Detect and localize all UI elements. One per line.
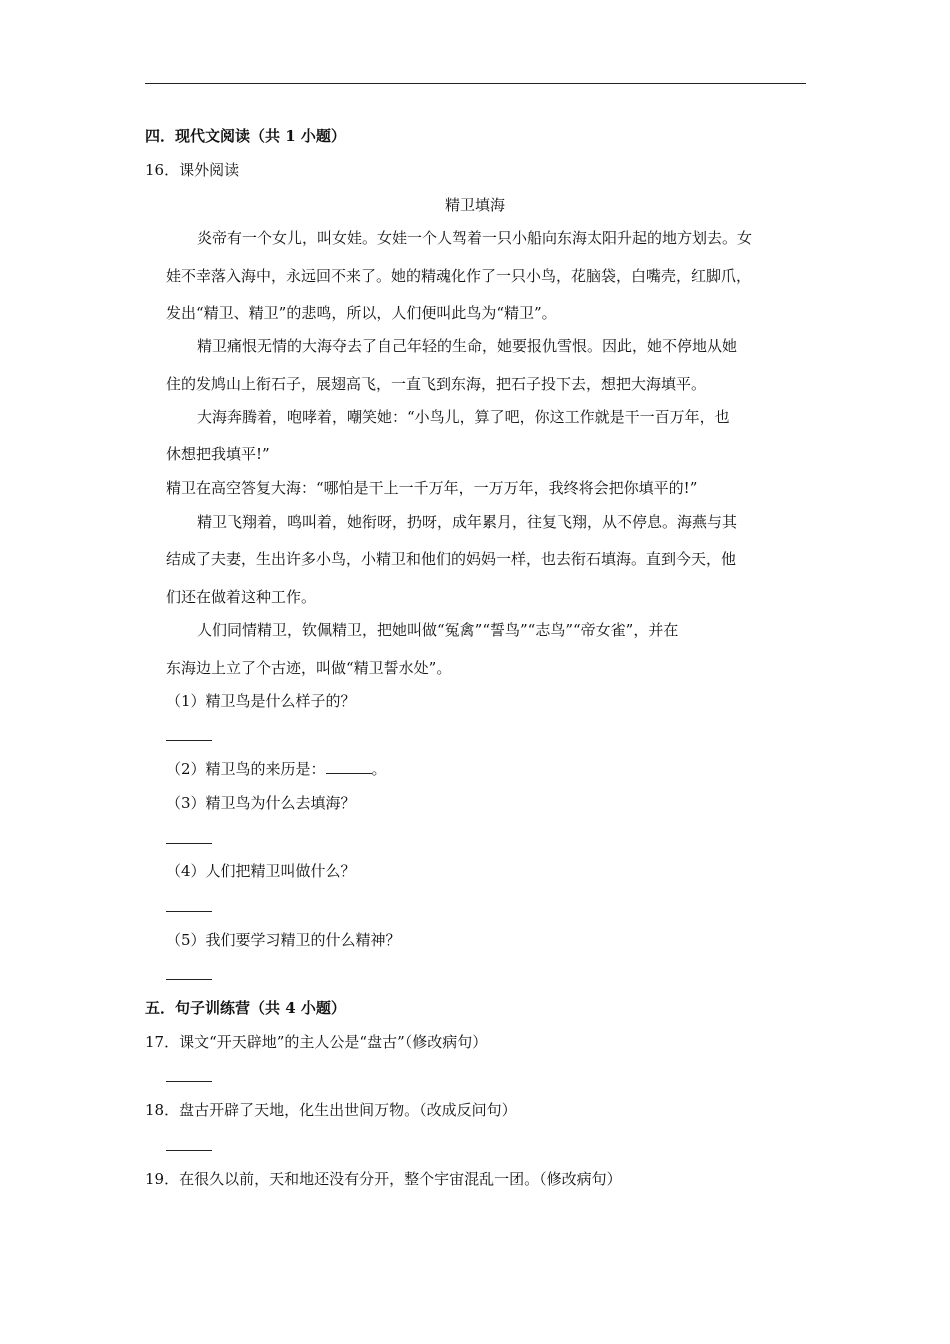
paragraph-5-line-2: 结成了夫妻，生出许多小鸟，小精卫和他们的妈妈一样，也去衔石填海。直到今天，他 xyxy=(166,550,737,568)
sub-question-2 xyxy=(166,759,387,779)
paragraph-6-line-1: 人们同情精卫，钦佩精卫，把她叫做“冤禽”“誓鸟”“志鸟”“帝女雀”，并在 xyxy=(197,621,679,639)
section-5-heading: 五．句子训练营（共 4 小题） xyxy=(145,999,346,1017)
paragraph-1-line-3: 发出“精卫、精卫”的悲鸣，所以，人们便叫此鸟为“精卫”。 xyxy=(166,304,557,322)
section-4-heading: 四．现代文阅读（共 1 小题） xyxy=(145,127,346,145)
paragraph-6-line-2: 东海边上立了个古迹，叫做“精卫誓水处”。 xyxy=(166,659,452,677)
question-17: 17．课文“开天辟地”的主人公是“盘古”（修改病句） xyxy=(145,1033,488,1051)
paragraph-3-line-1: 大海奔腾着，咆哮着，嘲笑她：“小鸟儿，算了吧，你这工作就是干一百万年，也 xyxy=(197,408,730,426)
sub-question-2-suffix: 。 xyxy=(371,760,387,778)
sub-question-3: （3）精卫鸟为什么去填海？ xyxy=(166,794,356,812)
paragraph-1-line-1: 炎帝有一个女儿，叫女娃。女娃一个人驾着一只小船向东海太阳升起的地方划去。女 xyxy=(197,229,753,247)
header-rule xyxy=(145,83,806,84)
paragraph-5-line-3: 们还在做着这种工作。 xyxy=(166,588,317,606)
answer-blank-1[interactable] xyxy=(166,740,212,741)
sub-question-2-prefix: （2）精卫鸟的来历是： xyxy=(166,760,326,778)
question-16-label: 16．课外阅读 xyxy=(145,161,240,179)
paragraph-2-line-2: 住的发鸠山上衔石子，展翅高飞，一直飞到东海，把石子投下去，想把大海填平。 xyxy=(166,375,707,393)
answer-blank-18[interactable] xyxy=(166,1150,212,1151)
paragraph-2-line-1: 精卫痛恨无情的大海夺去了自己年轻的生命，她要报仇雪恨。因此，她不停地从她 xyxy=(197,337,738,355)
sub-question-5: （5）我们要学习精卫的什么精神？ xyxy=(166,931,401,949)
answer-blank-2[interactable] xyxy=(326,759,372,774)
paragraph-1-line-2: 娃不幸落入海中，永远回不来了。她的精魂化作了一只小鸟，花脑袋，白嘴壳，红脚爪， xyxy=(166,267,752,285)
paragraph-3-line-2: 休想把我填平!” xyxy=(166,445,270,463)
answer-blank-5[interactable] xyxy=(166,979,212,980)
answer-blank-4[interactable] xyxy=(166,911,212,912)
question-18: 18．盘古开辟了天地，化生出世间万物。（改成反问句） xyxy=(145,1101,517,1119)
question-19: 19．在很久以前，天和地还没有分开，整个宇宙混乱一团。（修改病句） xyxy=(145,1170,622,1188)
paragraph-5-line-1: 精卫飞翔着，鸣叫着，她衔呀，扔呀，成年累月，往复飞翔，从不停息。海燕与其 xyxy=(197,513,738,531)
paragraph-4-line-1: 精卫在高空答复大海：“哪怕是干上一千万年，一万万年，我终将会把你填平的!” xyxy=(166,479,698,497)
article-title: 精卫填海 xyxy=(444,196,505,214)
sub-question-4: （4）人们把精卫叫做什么？ xyxy=(166,862,356,880)
answer-blank-17[interactable] xyxy=(166,1081,212,1082)
answer-blank-3[interactable] xyxy=(166,843,212,844)
sub-question-1: （1）精卫鸟是什么样子的？ xyxy=(166,692,356,710)
